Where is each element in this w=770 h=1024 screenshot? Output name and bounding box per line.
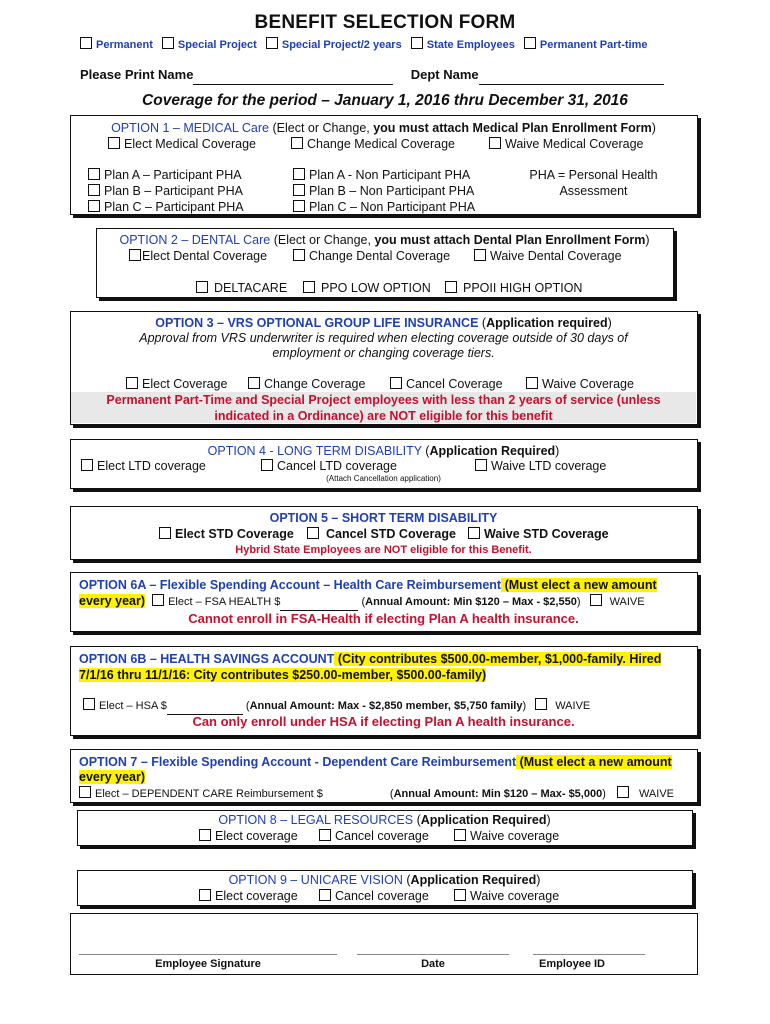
option6b-amount-note-end: ) <box>522 700 527 712</box>
option4-box <box>70 439 698 489</box>
option3-box <box>70 311 698 425</box>
employee-type-label: Permanent <box>96 39 153 51</box>
option3-approval-line1: Approval from VRS underwriter is required when electing coverage outside of 30 days of <box>139 331 628 345</box>
option7-elect-checkbox[interactable] <box>79 786 91 798</box>
checkbox[interactable] <box>108 137 120 149</box>
option6b-warning: Can only enroll under HSA if electing Plan A health insurance. <box>192 714 575 729</box>
option1-note-end: ) <box>651 121 656 135</box>
option6b-amount-note-bold: Annual Amount: Max - $2,850 member, $5,750 family <box>249 700 523 712</box>
checkbox[interactable] <box>303 281 315 293</box>
option2-choice-change[interactable] <box>293 249 450 263</box>
plan-label: Plan A – Participant PHA <box>104 168 242 182</box>
option2-choice-waive[interactable] <box>474 249 622 263</box>
option9-choice-elect[interactable] <box>199 889 298 903</box>
checkbox[interactable] <box>526 377 538 389</box>
option3-title: OPTION 3 – VRS OPTIONAL GROUP LIFE INSURANCE <box>155 316 479 330</box>
option7-amount-note: ( <box>386 788 394 800</box>
choice-label: Waive Coverage <box>542 377 634 391</box>
checkbox[interactable] <box>199 829 211 841</box>
option3-warning-line2: indicated in a Ordinance) are NOT eligible for this benefit <box>214 409 553 423</box>
choice-label: Waive Dental Coverage <box>490 249 622 263</box>
form-title: BENEFIT SELECTION FORM <box>254 12 516 33</box>
option7-highlight: (Must elect a new amount <box>516 755 672 769</box>
checkbox[interactable] <box>474 249 486 261</box>
option4-note-end: ) <box>555 444 560 458</box>
option7-heading <box>79 755 672 769</box>
checkbox[interactable] <box>126 377 138 389</box>
checkbox[interactable] <box>81 459 93 471</box>
choice-label: Waive Medical Coverage <box>505 137 644 151</box>
checkbox[interactable] <box>159 527 171 539</box>
dept-name-label: Dept Name <box>410 67 479 82</box>
checkbox[interactable] <box>293 249 305 261</box>
choice-label: Elect coverage <box>215 829 298 843</box>
option4-choice-cancel[interactable] <box>261 459 397 473</box>
option6a-elect-label: Elect – FSA HEALTH $ <box>168 596 281 608</box>
plan-label: PPOII HIGH OPTION <box>463 281 583 295</box>
option2-plan-deltacare[interactable] <box>196 281 287 295</box>
option1-plan-c-nonparticipant[interactable] <box>293 200 475 214</box>
option6b-elect-label: Elect – HSA $ <box>99 700 167 712</box>
option8-note: ( <box>413 813 421 827</box>
date-label: Date <box>421 958 445 970</box>
checkbox[interactable] <box>475 459 487 471</box>
option6b-waive-checkbox[interactable] <box>535 698 547 710</box>
option5-choice-elect[interactable] <box>159 527 294 541</box>
checkbox[interactable] <box>199 889 211 901</box>
option9-note-bold: Application Required <box>410 873 537 887</box>
option2-title: OPTION 2 – DENTAL Care <box>119 233 271 247</box>
option6b-elect-checkbox[interactable] <box>83 698 95 710</box>
option6a-amount-note-bold: Annual Amount: Min $120 – Max - $2,550 <box>365 596 577 608</box>
option4-choice-waive[interactable] <box>475 459 606 473</box>
option1-plan-a-participant[interactable] <box>88 168 242 182</box>
dept-name-field[interactable] <box>479 69 664 85</box>
employee-type-part-time-checkbox[interactable] <box>524 37 536 49</box>
option9-choice-waive[interactable] <box>454 889 559 903</box>
checkbox[interactable] <box>88 184 100 196</box>
option3-approval-line2: employment or changing coverage tiers. <box>272 346 495 360</box>
option1-note: (Elect or Change, <box>269 121 374 135</box>
option6b-heading <box>79 652 661 666</box>
choice-label: Elect STD Coverage <box>175 527 294 541</box>
option3-choice-change[interactable] <box>248 377 365 391</box>
option9-title: OPTION 9 – UNICARE VISION <box>228 873 403 887</box>
option6b-waive-label: WAIVE <box>555 700 591 712</box>
option2-heading <box>97 233 672 247</box>
option7-elect-label: Elect – DEPENDENT CARE Reimbursement $ <box>95 788 323 800</box>
option7-waive-label: WAIVE <box>638 788 674 800</box>
date-line[interactable] <box>357 954 509 955</box>
option6b-highlight-line2 <box>79 668 486 682</box>
option6b-amount-note: ( <box>242 700 250 712</box>
option2-choice-elect[interactable] <box>129 249 267 263</box>
employee-type-label: Special Project <box>177 39 257 51</box>
plan-label: Plan C – Non Participant PHA <box>309 200 476 214</box>
option6b-elect-row <box>83 698 590 715</box>
option8-heading <box>78 813 691 827</box>
choice-label: Cancel Coverage <box>406 377 503 391</box>
plan-label: Plan A - Non Participant PHA <box>309 168 471 182</box>
option6a-heading <box>79 578 657 592</box>
checkbox[interactable] <box>196 281 208 293</box>
option6a-waive-label: WAIVE <box>609 596 645 608</box>
checkbox[interactable] <box>489 137 501 149</box>
checkbox[interactable] <box>390 377 402 389</box>
checkbox[interactable] <box>454 829 466 841</box>
choice-label: Change Coverage <box>264 377 366 391</box>
option1-note-bold: you must attach Medical Plan Enrollment Form <box>373 121 652 135</box>
choice-label: Elect Medical Coverage <box>124 137 257 151</box>
option7-amount-note-end: ) <box>602 788 606 800</box>
choice-label: Waive coverage <box>470 829 560 843</box>
plan-label: DELTACARE <box>214 281 288 295</box>
choice-label: Cancel LTD coverage <box>277 459 397 473</box>
option9-note-end: ) <box>536 873 541 887</box>
option3-note-bold: Application required <box>486 316 608 330</box>
checkbox[interactable] <box>88 168 100 180</box>
option1-plan-b-participant[interactable] <box>88 184 243 198</box>
checkbox[interactable] <box>319 889 331 901</box>
checkbox[interactable] <box>454 889 466 901</box>
option6a-elect-checkbox[interactable] <box>152 594 164 606</box>
option3-choice-cancel[interactable] <box>390 377 503 391</box>
option7-highlight-line2 <box>79 770 145 784</box>
option6a-amount-note: ( <box>358 596 366 608</box>
choice-label: Elect Dental Coverage <box>142 249 268 263</box>
option7-title: OPTION 7 – Flexible Spending Account - Dependent Care Reimbursement <box>79 755 517 769</box>
option6a-highlight: (Must elect a new amount <box>501 578 657 592</box>
option2-plan-ppo-low[interactable] <box>303 281 431 295</box>
plan-label: Plan C – Participant PHA <box>104 200 244 214</box>
checkbox[interactable] <box>445 281 457 293</box>
option5-choice-cancel[interactable] <box>307 527 456 541</box>
print-name-field[interactable] <box>193 69 393 85</box>
pha-note-line2: Assessment <box>559 184 628 198</box>
option3-choice-elect[interactable] <box>126 377 227 391</box>
choice-label: Change Dental Coverage <box>309 249 451 263</box>
checkbox[interactable] <box>293 184 305 196</box>
option9-choice-cancel[interactable] <box>319 889 429 903</box>
employee-type-special-project-2yr-checkbox[interactable] <box>266 37 278 49</box>
option1-choice-change[interactable] <box>291 137 455 151</box>
option3-warning-line1: Permanent Part-Time and Special Project employees with less than 2 years of service (unless <box>106 393 661 407</box>
option7-amount-field[interactable] <box>323 790 387 803</box>
option2-note: (Elect or Change, <box>270 233 375 247</box>
option5-choice-waive[interactable] <box>468 527 609 541</box>
choice-label: Change Medical Coverage <box>307 137 456 151</box>
option1-box <box>70 115 698 215</box>
option1-plan-c-participant[interactable] <box>88 200 244 214</box>
option3-note: ( <box>478 316 487 330</box>
option2-box <box>96 228 674 298</box>
option6a-title: OPTION 6A – Flexible Spending Account – Health Care Reimbursement <box>79 578 502 592</box>
option6b-highlight: (City contributes $500.00-member, $1,000-family. Hired <box>334 652 662 666</box>
option6a-amount-note-end: ) <box>576 596 581 608</box>
checkbox[interactable] <box>293 200 305 212</box>
plan-label: Plan B – Non Participant PHA <box>309 184 475 198</box>
checkbox[interactable] <box>88 200 100 212</box>
checkbox[interactable] <box>307 527 319 539</box>
choice-label: Elect coverage <box>215 889 298 903</box>
option7-elect-row <box>79 786 674 803</box>
plan-label: Plan B – Participant PHA <box>104 184 243 198</box>
employee-type-row <box>80 37 653 51</box>
choice-label: Waive LTD coverage <box>491 459 607 473</box>
option4-heading <box>71 444 696 458</box>
option1-heading <box>71 121 696 135</box>
employee-id-line[interactable] <box>533 954 645 955</box>
option7-amount-note-bold: Annual Amount: Min $120 – Max- $5,000 <box>393 788 603 800</box>
option3-note-end: ) <box>607 316 612 330</box>
option6a-amount-field[interactable] <box>280 598 358 611</box>
choice-label: Cancel STD Coverage <box>326 527 456 541</box>
option1-plan-b-nonparticipant[interactable] <box>293 184 474 198</box>
option2-note-bold: you must attach Dental Plan Enrollment Form <box>374 233 646 247</box>
option8-note-end: ) <box>546 813 551 827</box>
print-name-label: Please Print Name <box>80 67 194 82</box>
option1-choice-waive[interactable] <box>489 137 643 151</box>
option8-box <box>77 810 693 846</box>
checkbox[interactable] <box>468 527 480 539</box>
choice-label: Waive coverage <box>470 889 560 903</box>
name-row <box>80 67 664 85</box>
option6a-warning: Cannot enroll in FSA-Health if electing Plan A health insurance. <box>188 611 579 626</box>
choice-label: Cancel coverage <box>335 889 429 903</box>
option6b-box <box>70 646 698 736</box>
employee-type-special-project-checkbox[interactable] <box>162 37 174 49</box>
checkbox[interactable] <box>293 168 305 180</box>
checkbox[interactable] <box>291 137 303 149</box>
option6b-highlight-cont: 7/1/16 thru 11/1/16: City contributes $250.00-member, $500.00-family) <box>79 668 487 682</box>
option2-note-end: ) <box>645 233 650 247</box>
option6b-title: OPTION 6B – HEALTH SAVINGS ACCOUNT <box>79 652 335 666</box>
checkbox[interactable] <box>319 829 331 841</box>
option9-box <box>77 870 693 906</box>
option6a-box <box>70 572 698 632</box>
employee-type-label: State Employees <box>426 39 515 51</box>
option4-choice-elect[interactable] <box>81 459 206 473</box>
checkbox[interactable] <box>248 377 260 389</box>
employee-type-label: Special Project/2 years <box>281 39 402 51</box>
signature-box <box>70 913 698 975</box>
option5-title: OPTION 5 – SHORT TERM DISABILITY <box>269 511 498 525</box>
choice-label: Cancel coverage <box>335 829 429 843</box>
employee-id-label: Employee ID <box>538 958 606 970</box>
option7-box <box>70 749 698 803</box>
employee-type-label: Permanent Part-time <box>539 39 648 51</box>
option7-waive-checkbox[interactable] <box>617 786 629 798</box>
pha-note-line1: PHA = Personal Health <box>529 168 658 182</box>
option2-plan-ppoii-high[interactable] <box>445 281 582 295</box>
choice-label: Waive STD Coverage <box>484 527 609 541</box>
plan-label: PPO LOW OPTION <box>321 281 431 295</box>
option5-box <box>70 506 698 560</box>
option4-note: ( <box>421 444 430 458</box>
checkbox[interactable] <box>261 459 273 471</box>
option6a-highlight-cont: every year) <box>79 594 146 608</box>
option9-note: ( <box>402 873 411 887</box>
checkbox[interactable] <box>129 249 141 261</box>
option8-title: OPTION 8 – LEGAL RESOURCES <box>218 813 414 827</box>
option1-title: OPTION 1 – MEDICAL Care <box>111 121 269 135</box>
option7-highlight-cont: every year) <box>79 770 146 784</box>
option4-attach-note: (Attach Cancellation application) <box>326 474 441 483</box>
option8-choice-elect[interactable] <box>199 829 298 843</box>
option1-plan-a-nonparticipant[interactable] <box>293 168 470 182</box>
employee-signature-label: Employee Signature <box>155 958 261 970</box>
employee-signature-line[interactable] <box>79 954 337 955</box>
choice-label: Elect LTD coverage <box>97 459 206 473</box>
option6a-elect-row <box>79 594 645 611</box>
option3-heading <box>71 316 696 330</box>
option5-warning: Hybrid State Employees are NOT eligible for this Benefit. <box>235 544 532 556</box>
option8-choice-waive[interactable] <box>454 829 559 843</box>
option8-choice-cancel[interactable] <box>319 829 429 843</box>
option1-choice-elect[interactable] <box>108 137 256 151</box>
employee-type-permanent-checkbox[interactable] <box>80 37 92 49</box>
coverage-period: Coverage for the period – January 1, 2016 thru December 31, 2016 <box>142 92 628 109</box>
option8-note-bold: Application Required <box>420 813 547 827</box>
option9-heading <box>78 873 691 887</box>
option4-title: OPTION 4 - LONG TERM DISABILITY <box>207 444 422 458</box>
choice-label: Elect Coverage <box>142 377 228 391</box>
option6a-waive-checkbox[interactable] <box>590 594 602 606</box>
option4-note-bold: Application Required <box>429 444 556 458</box>
employee-type-state-checkbox[interactable] <box>411 37 423 49</box>
option3-choice-waive[interactable] <box>526 377 634 391</box>
